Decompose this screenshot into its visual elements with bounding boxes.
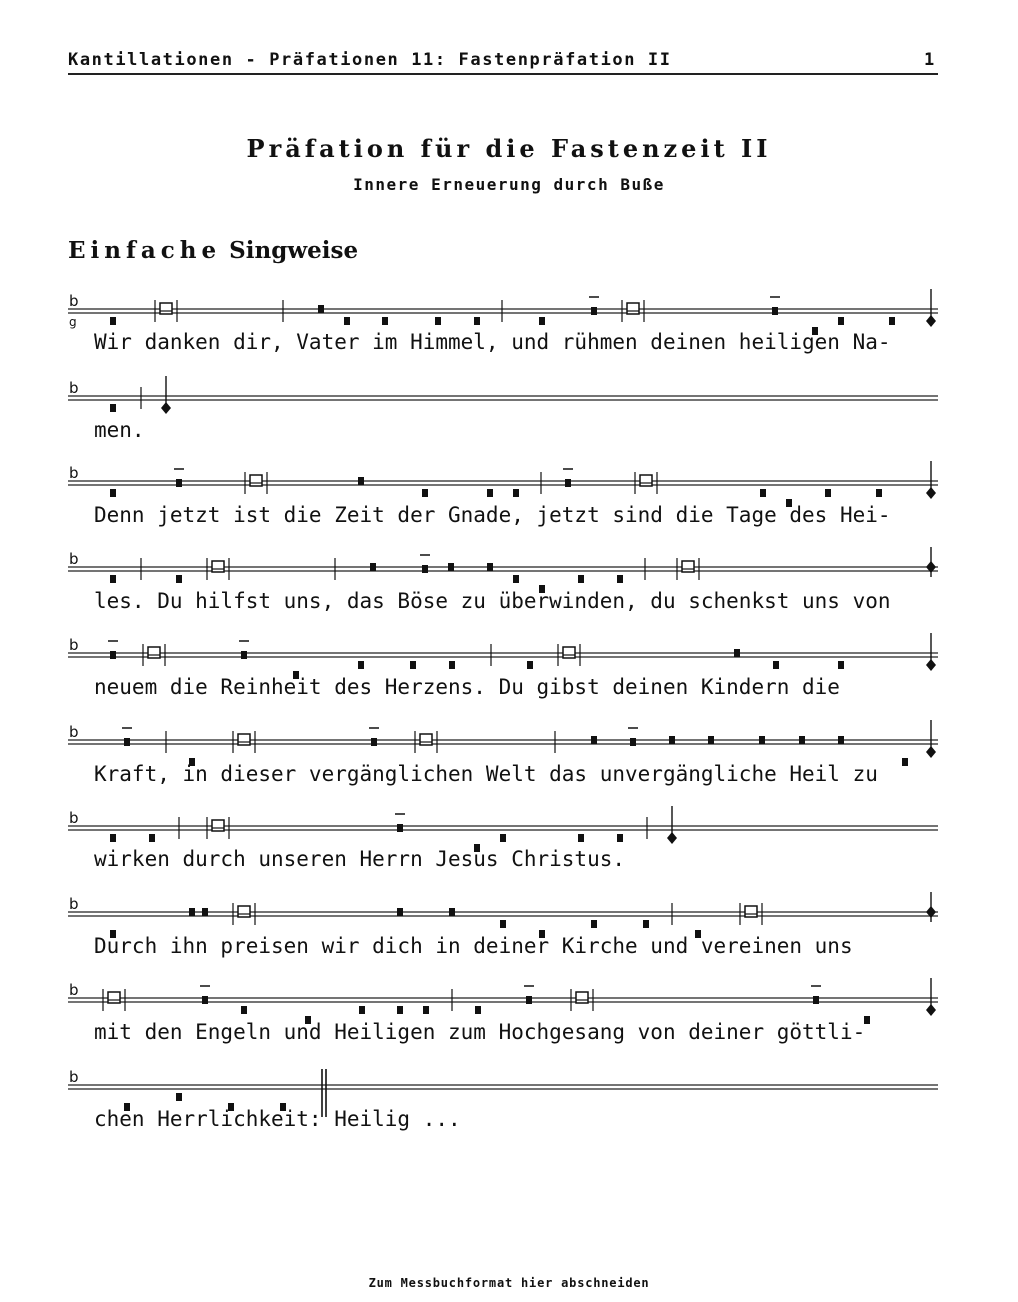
reciting-tone-note — [108, 992, 120, 1003]
lyric-line: Denn jetzt ist die Zeit der Gnade, jetzt sind die Tage des Hei- — [94, 503, 891, 527]
neume-note — [435, 317, 441, 325]
neume-note — [759, 736, 765, 744]
neume-note — [773, 661, 779, 669]
neume-note — [772, 307, 778, 315]
page-number: 1 — [924, 50, 935, 70]
neume-note — [617, 575, 623, 583]
neume-note — [110, 575, 116, 583]
reciting-tone-note — [212, 820, 224, 831]
final-note — [161, 402, 171, 414]
page-subtitle: Innere Erneuerung durch Buße — [353, 175, 665, 194]
neume-note — [591, 736, 597, 744]
neume-note — [359, 1006, 365, 1014]
neume-note — [669, 736, 675, 744]
neume-note — [422, 565, 428, 573]
neume-note — [799, 736, 805, 744]
neume-note — [371, 738, 377, 746]
neume-note — [526, 996, 532, 1004]
reciting-tone-note — [745, 906, 757, 917]
section-heading-spaced: Einfache — [68, 237, 222, 264]
neume-note — [423, 1006, 429, 1014]
lyric-line: Durch ihn preisen wir dich in deiner Kirche und vereinen uns — [94, 934, 853, 958]
neume-note — [500, 834, 506, 842]
final-note — [926, 746, 936, 758]
neume-note — [176, 575, 182, 583]
neume-note — [344, 317, 350, 325]
reciting-tone-note — [250, 475, 262, 486]
neume-note — [643, 920, 649, 928]
flat-clef-icon: b — [69, 636, 79, 654]
lyric-line: wirken durch unseren Herrn Jesus Christus. — [94, 847, 626, 871]
neume-note — [241, 1006, 247, 1014]
neume-note — [382, 317, 388, 325]
final-note — [667, 832, 677, 844]
neume-note — [202, 908, 208, 916]
reciting-tone-note — [627, 303, 639, 314]
neume-note — [189, 908, 195, 916]
neume-note — [176, 479, 182, 487]
neume-note — [397, 908, 403, 916]
flat-clef-icon: b — [69, 292, 79, 310]
neume-note — [708, 736, 714, 744]
neume-note — [760, 489, 766, 497]
page-title: Präfation für die Fastenzeit II — [246, 134, 772, 163]
neume-note — [513, 489, 519, 497]
neume-note — [241, 651, 247, 659]
flat-clef-icon: b — [69, 1068, 79, 1086]
neume-note — [513, 575, 519, 583]
neume-note — [617, 834, 623, 842]
flat-clef-icon: b — [69, 464, 79, 482]
neume-note — [591, 920, 597, 928]
neume-note — [358, 477, 364, 485]
clef-letter: g — [69, 315, 77, 329]
neume-note — [410, 661, 416, 669]
neume-note — [110, 834, 116, 842]
final-note — [926, 315, 936, 327]
lyric-line: mit den Engeln und Heiligen zum Hochgesang von deiner göttli- — [94, 1020, 866, 1044]
reciting-tone-note — [212, 561, 224, 572]
section-heading-rest: Singweise — [229, 237, 359, 264]
neume-note — [539, 317, 545, 325]
neume-note — [630, 738, 636, 746]
neume-note — [889, 317, 895, 325]
flat-clef-icon: b — [69, 809, 79, 827]
neume-note — [838, 736, 844, 744]
flat-clef-icon: b — [69, 895, 79, 913]
neume-note — [838, 317, 844, 325]
neume-note — [825, 489, 831, 497]
reciting-tone-note — [640, 475, 652, 486]
neume-note — [876, 489, 882, 497]
neume-note — [176, 1093, 182, 1101]
neume-note — [202, 996, 208, 1004]
neume-note — [902, 758, 908, 766]
neume-note — [500, 920, 506, 928]
neume-note — [565, 479, 571, 487]
neume-note — [397, 1006, 403, 1014]
lyric-line: neuem die Reinheit des Herzens. Du gibst deinen Kindern die — [94, 675, 840, 699]
neume-note — [318, 305, 324, 313]
cut-instruction: Zum Messbuchformat hier abschneiden — [368, 1276, 650, 1290]
reciting-tone-note — [563, 647, 575, 658]
neume-note — [474, 317, 480, 325]
neume-note — [527, 661, 533, 669]
reciting-tone-note — [238, 734, 250, 745]
reciting-tone-note — [148, 647, 160, 658]
reciting-tone-note — [576, 992, 588, 1003]
lyric-line: Kraft, in dieser vergänglichen Welt das unvergängliche Heil zu — [94, 762, 878, 786]
neume-note — [578, 575, 584, 583]
neume-note — [838, 661, 844, 669]
flat-clef-icon: b — [69, 550, 79, 568]
neume-note — [449, 661, 455, 669]
lyric-line: les. Du hilfst uns, das Böse zu überwinden, du schenkst uns von — [94, 589, 891, 613]
neume-note — [578, 834, 584, 842]
reciting-tone-note — [420, 734, 432, 745]
neume-note — [734, 649, 740, 657]
neume-note — [110, 651, 116, 659]
neume-note — [422, 489, 428, 497]
final-note — [926, 1004, 936, 1016]
neume-note — [397, 824, 403, 832]
flat-clef-icon: b — [69, 981, 79, 999]
neume-note — [149, 834, 155, 842]
neume-note — [487, 563, 493, 571]
neume-note — [110, 404, 116, 412]
neume-note — [110, 317, 116, 325]
reciting-tone-note — [238, 906, 250, 917]
reciting-tone-note — [160, 303, 172, 314]
flat-clef-icon: b — [69, 723, 79, 741]
final-note — [926, 487, 936, 499]
lyric-line: chen Herrlichkeit: Heilig ... — [94, 1107, 461, 1131]
neume-note — [370, 563, 376, 571]
neume-note — [591, 307, 597, 315]
lyric-line: men. — [94, 418, 145, 442]
neume-note — [124, 738, 130, 746]
neume-note — [487, 489, 493, 497]
neume-note — [110, 489, 116, 497]
neume-note — [475, 1006, 481, 1014]
neume-note — [449, 908, 455, 916]
neume-note — [813, 996, 819, 1004]
running-title: Kantillationen - Präfationen 11: Fastenpräfation II — [68, 50, 672, 70]
flat-clef-icon: b — [69, 379, 79, 397]
lyric-line: Wir danken dir, Vater im Himmel, und rühmen deinen heiligen Na- — [94, 330, 891, 354]
neume-note — [448, 563, 454, 571]
final-note — [926, 659, 936, 671]
neume-note — [358, 661, 364, 669]
reciting-tone-note — [682, 561, 694, 572]
